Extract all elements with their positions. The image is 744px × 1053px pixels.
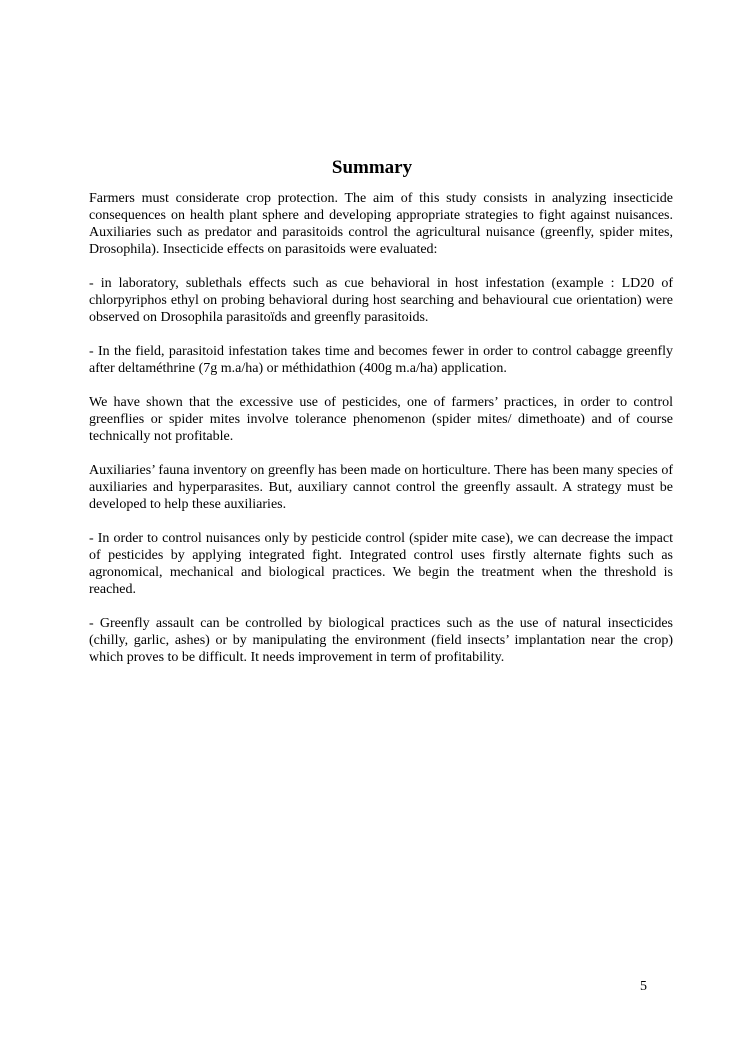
paragraph-intro: Farmers must considerate crop protection. The aim of this study consists in analyzing insecticide consequences on health plant sphere and developing appropriate strategies to fight against nuisances. Auxiliaries such as predator and parasitoids control the agricultural nuisance (greenfly, spider mites, Drosophila). Insecticide effects on parasitoids were evaluated: [89,191,673,257]
summary-body [89,190,673,683]
page-number: 5 [640,979,647,994]
paragraph-integrated-control: - In order to control nuisances only by pesticide control (spider mite case), we can decrease the impact of pesticides by applying integrated fight. Integrated control uses firstly alternate fights such as agronomical, mechanical and biological practices. We begin the treatment when the threshold is reached. [89,531,673,597]
paragraph-laboratory: - in laboratory, sublethals effects such as cue behavioral in host infestation (example : LD20 of chlorpyriphos ethyl on probing behavioral during host searching and behavioural cue orientation) were observed on Drosophila parasitoïds and greenfly parasitoids. [89,276,673,325]
paragraph-biological-control: - Greenfly assault can be controlled by biological practices such as the use of natural insecticides (chilly, garlic, ashes) or by manipulating the environment (field insects’ implantation near the crop) which proves to be difficult. It needs improvement in term of profitability. [89,616,673,665]
paragraph-field: - In the field, parasitoid infestation takes time and becomes fewer in order to control cabagge greenfly after deltaméthrine (7g m.a/ha) or méthidathion (400g m.a/ha) application. [89,344,673,376]
paragraph-pesticide-use: We have shown that the excessive use of pesticides, one of farmers’ practices, in order to control greenflies or spider mites involve tolerance phenomenon (spider mites/ dimethoate) and of course technically not profitable. [89,395,673,444]
paragraph-auxiliaries: Auxiliaries’ fauna inventory on greenfly has been made on horticulture. There has been many species of auxiliaries and hyperparasites. But, auxiliary cannot control the greenfly assault. A strategy must be developed to help these auxiliaries. [89,463,673,512]
page-title: Summary [331,157,413,178]
